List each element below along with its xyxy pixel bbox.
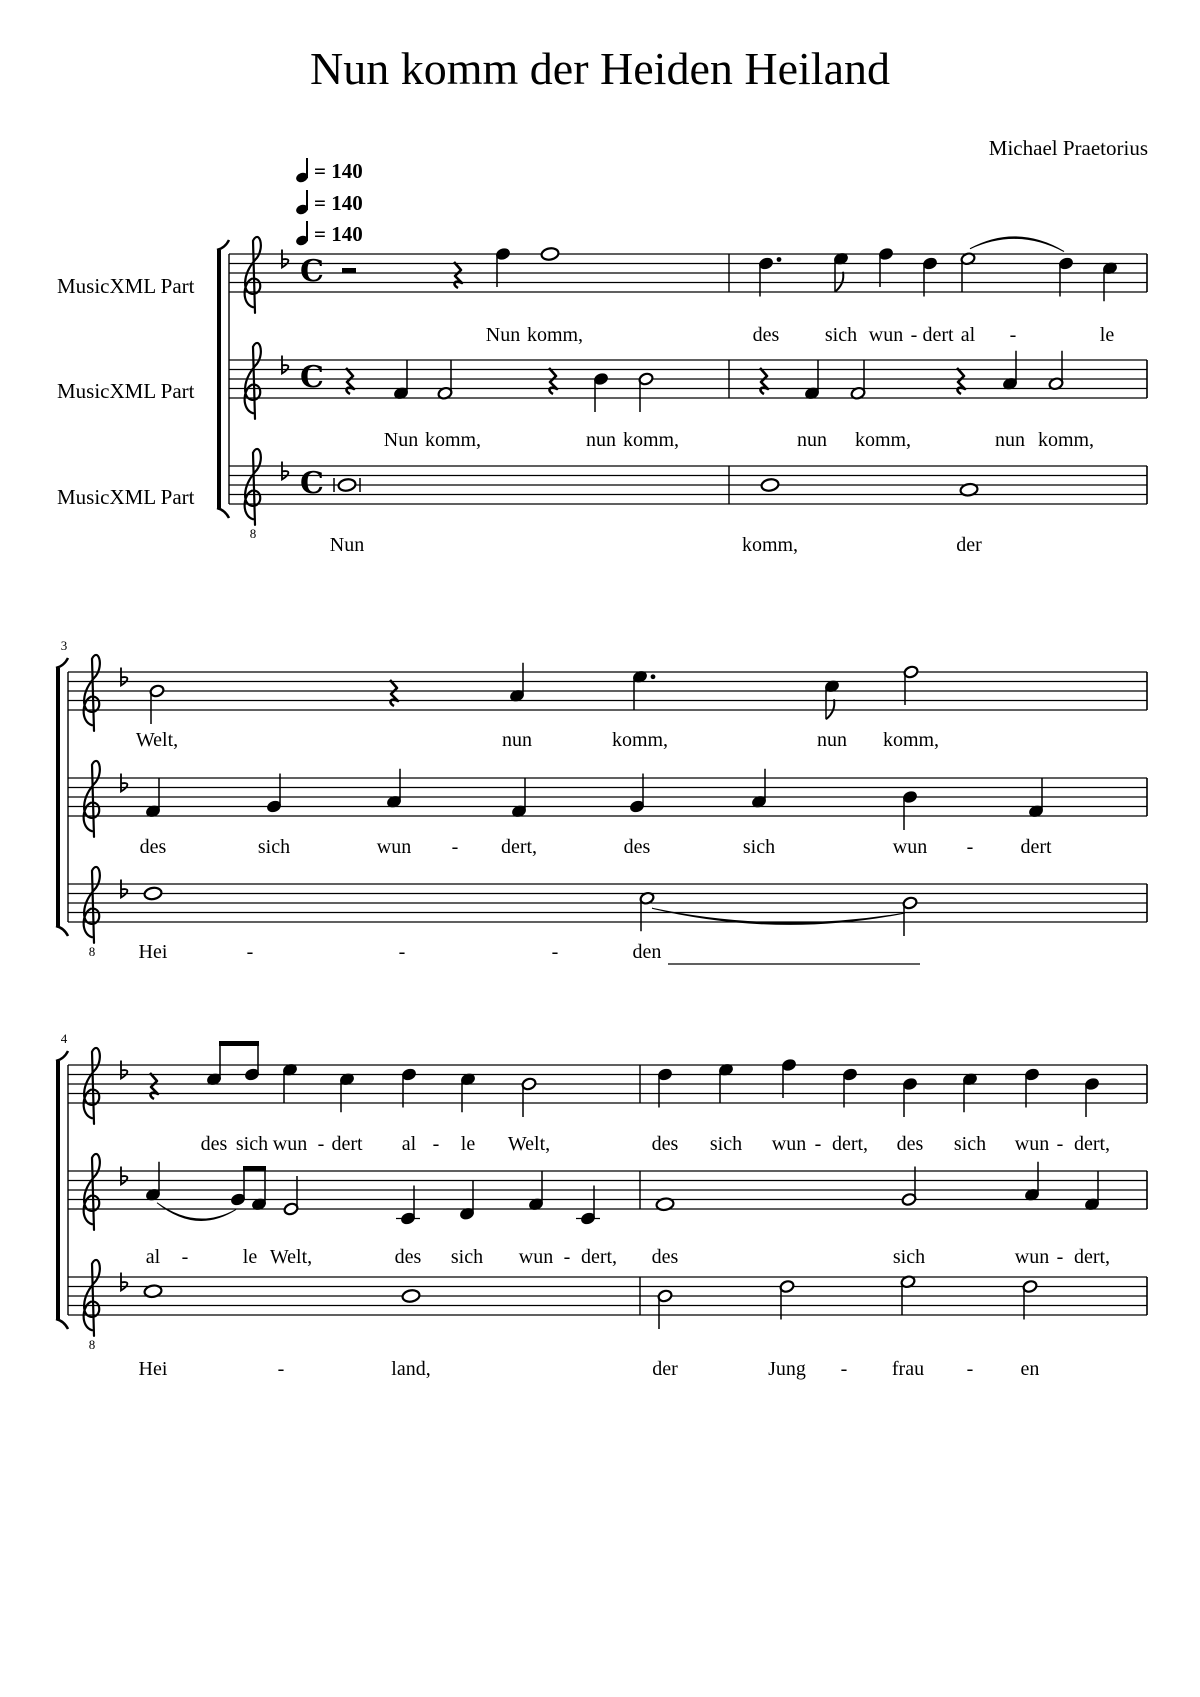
- lyric-syllable: wun: [272, 1133, 308, 1155]
- staff: [68, 1065, 1147, 1103]
- lyric-syllable: wun: [771, 1133, 807, 1155]
- lyric-syllable: sich: [953, 1133, 987, 1155]
- lyric-syllable: -: [1056, 1133, 1064, 1155]
- lyric-syllable: des: [200, 1133, 228, 1155]
- common-time-icon: C: [300, 254, 324, 290]
- lyric-syllable: des: [651, 1246, 679, 1268]
- lyric-syllable: -: [910, 324, 918, 346]
- flat-icon: [121, 774, 127, 792]
- half-rest-icon: [342, 268, 356, 273]
- staff: [68, 778, 1147, 816]
- lyric-syllable: -: [966, 836, 974, 858]
- flat-icon: [282, 356, 288, 374]
- treble-clef-icon: [84, 761, 100, 837]
- lyric-syllable: der: [652, 1358, 678, 1380]
- lyric-syllable: sich: [257, 836, 291, 858]
- lyric-syllable: Welt,: [269, 1246, 313, 1268]
- lyric-syllable: -: [277, 1358, 285, 1380]
- lyric-syllable: wun: [1014, 1246, 1050, 1268]
- lyric-syllable: -: [451, 836, 459, 858]
- common-time-icon: C: [300, 466, 324, 502]
- flat-icon: [121, 1273, 127, 1291]
- lyric-syllable: Welt,: [507, 1133, 551, 1155]
- lyric-syllable: des: [896, 1133, 924, 1155]
- flat-icon: [282, 250, 288, 268]
- quarter-rest-icon: [454, 262, 462, 288]
- lyric-syllable: al: [401, 1133, 417, 1155]
- lyric-syllable: komm,: [882, 729, 940, 751]
- dot: [651, 674, 656, 679]
- lyric-syllable: dert: [331, 1133, 363, 1155]
- lyric-syllable: sich: [824, 324, 858, 346]
- lyric-syllable: -: [181, 1246, 189, 1268]
- lyric-syllable: Nun: [383, 429, 419, 451]
- lyric-syllable: komm,: [1037, 429, 1095, 451]
- lyric-syllable: wun: [376, 836, 412, 858]
- treble-clef-icon: [84, 1154, 100, 1230]
- lyric-syllable: sich: [450, 1246, 484, 1268]
- lyric-syllable: nun: [817, 729, 847, 751]
- lyric-syllable: des: [394, 1246, 422, 1268]
- treble-clef-icon: [245, 449, 261, 525]
- flag-icon: [826, 699, 834, 719]
- lyric-syllable: nun: [502, 729, 532, 751]
- lyric-syllable: le: [460, 1133, 476, 1155]
- common-time-icon: C: [300, 360, 324, 396]
- lyric-syllable: -: [563, 1246, 571, 1268]
- flat-icon: [282, 462, 288, 480]
- lyric-syllable: -: [840, 1358, 848, 1380]
- lyric-syllable: -: [1009, 324, 1017, 346]
- lyric-syllable: dert,: [1073, 1133, 1111, 1155]
- lyric-syllable: der: [956, 534, 982, 556]
- lyric-syllable: dert: [1020, 836, 1052, 858]
- bracket-hook: [56, 1051, 68, 1061]
- lyric-syllable: den: [632, 941, 662, 963]
- lyric-syllable: Hei: [138, 941, 168, 963]
- lyric-syllable: komm,: [622, 429, 680, 451]
- bracket-hook: [217, 240, 229, 250]
- system-bracket: [56, 1061, 60, 1319]
- lyric-syllable: des: [139, 836, 167, 858]
- lyric-syllable: -: [398, 941, 406, 963]
- notehead: [402, 1289, 421, 1303]
- lyric-syllable: nun: [797, 429, 827, 451]
- octave-eight-label: 8: [88, 1337, 96, 1353]
- staff: [68, 884, 1147, 922]
- lyric-syllable: -: [966, 1358, 974, 1380]
- lyric-syllable: dert: [922, 324, 954, 346]
- notehead: [144, 887, 163, 901]
- treble-clef-icon: [84, 1048, 100, 1124]
- notehead: [541, 247, 560, 261]
- flat-icon: [121, 880, 127, 898]
- lyric-syllable: al: [960, 324, 976, 346]
- bracket-hook: [56, 658, 68, 668]
- flat-icon: [121, 668, 127, 686]
- treble-clef-icon: [84, 867, 100, 943]
- lyric-syllable: land,: [391, 1358, 431, 1380]
- lyric-syllable: -: [1056, 1246, 1064, 1268]
- lyric-syllable: -: [432, 1133, 440, 1155]
- staff: [68, 672, 1147, 710]
- flat-icon: [121, 1167, 127, 1185]
- notehead: [761, 478, 780, 492]
- lyric-syllable: wun: [892, 836, 928, 858]
- lyric-syllable: wun: [868, 324, 904, 346]
- part-name: MusicXML Part: [57, 379, 195, 403]
- lyric-syllable: Hei: [138, 1358, 168, 1380]
- treble-clef-icon: [245, 343, 261, 419]
- staff: [68, 1277, 1147, 1315]
- flag-icon: [835, 272, 843, 292]
- lyric-syllable: des: [752, 324, 780, 346]
- lyric-syllable: dert,: [580, 1246, 618, 1268]
- lyric-syllable: le: [242, 1246, 258, 1268]
- lyric-syllable: wun: [518, 1246, 554, 1268]
- treble-clef-icon: [245, 237, 261, 313]
- lyric-syllable: -: [246, 941, 254, 963]
- treble-clef-icon: [84, 655, 100, 731]
- lyric-syllable: Nun: [329, 534, 365, 556]
- quarter-rest-icon: [549, 368, 557, 394]
- lyric-syllable: frau: [891, 1358, 925, 1380]
- system-bracket: [56, 668, 60, 926]
- quarter-rest-icon: [346, 368, 354, 394]
- lyric-syllable: wun: [1014, 1133, 1050, 1155]
- part-name: MusicXML Part: [57, 274, 195, 298]
- bracket-hook: [56, 1319, 68, 1329]
- staff: [68, 1171, 1147, 1209]
- lyric-syllable: des: [651, 1133, 679, 1155]
- measure-number: 3: [60, 638, 68, 653]
- tempo-label: = 140: [314, 191, 363, 215]
- bracket-hook: [56, 926, 68, 936]
- lyric-syllable: nun: [995, 429, 1025, 451]
- lyric-syllable: -: [317, 1133, 325, 1155]
- score-title: Nun komm der Heiden Heiland: [310, 43, 890, 94]
- lyric-syllable: Welt,: [135, 729, 179, 751]
- slur: [970, 237, 1064, 252]
- lyric-syllable: -: [551, 941, 559, 963]
- composer-name: Michael Praetorius: [988, 136, 1148, 160]
- slur: [157, 1203, 236, 1221]
- quarter-rest-icon: [760, 368, 768, 394]
- lyric-syllable: dert,: [500, 836, 538, 858]
- lyric-syllable: komm,: [854, 429, 912, 451]
- lyric-syllable: Jung: [768, 1358, 806, 1380]
- bracket-hook: [217, 508, 229, 518]
- quarter-rest-icon: [957, 368, 965, 394]
- system-bracket: [217, 250, 221, 508]
- staff: [229, 466, 1147, 504]
- lyric-syllable: des: [623, 836, 651, 858]
- lyric-syllable: Nun: [485, 324, 521, 346]
- lyric-syllable: le: [1099, 324, 1115, 346]
- quarter-rest-icon: [390, 680, 398, 706]
- tempo-label: = 140: [314, 222, 363, 246]
- lyric-syllable: al: [145, 1246, 161, 1268]
- lyric-syllable: komm,: [526, 324, 584, 346]
- dot: [777, 257, 782, 262]
- lyric-syllable: komm,: [611, 729, 669, 751]
- staff: [229, 254, 1147, 292]
- treble-clef-icon: [84, 1260, 100, 1336]
- tempo-label: = 140: [314, 159, 363, 183]
- lyric-syllable: komm,: [741, 534, 799, 556]
- measure-number: 4: [60, 1031, 68, 1046]
- octave-eight-label: 8: [88, 944, 96, 960]
- lyric-syllable: sich: [709, 1133, 743, 1155]
- octave-eight-label: 8: [249, 526, 257, 542]
- lyric-syllable: -: [814, 1133, 822, 1155]
- flat-icon: [121, 1061, 127, 1079]
- lyric-syllable: sich: [742, 836, 776, 858]
- lyric-syllable: dert,: [1073, 1246, 1111, 1268]
- lyric-syllable: sich: [892, 1246, 926, 1268]
- lyric-syllable: nun: [586, 429, 616, 451]
- lyric-syllable: dert,: [831, 1133, 869, 1155]
- lyric-syllable: en: [1020, 1358, 1040, 1380]
- lyric-syllable: sich: [235, 1133, 269, 1155]
- part-name: MusicXML Part: [57, 485, 195, 509]
- lyric-syllable: komm,: [424, 429, 482, 451]
- quarter-rest-icon: [150, 1073, 158, 1099]
- notehead: [338, 478, 357, 492]
